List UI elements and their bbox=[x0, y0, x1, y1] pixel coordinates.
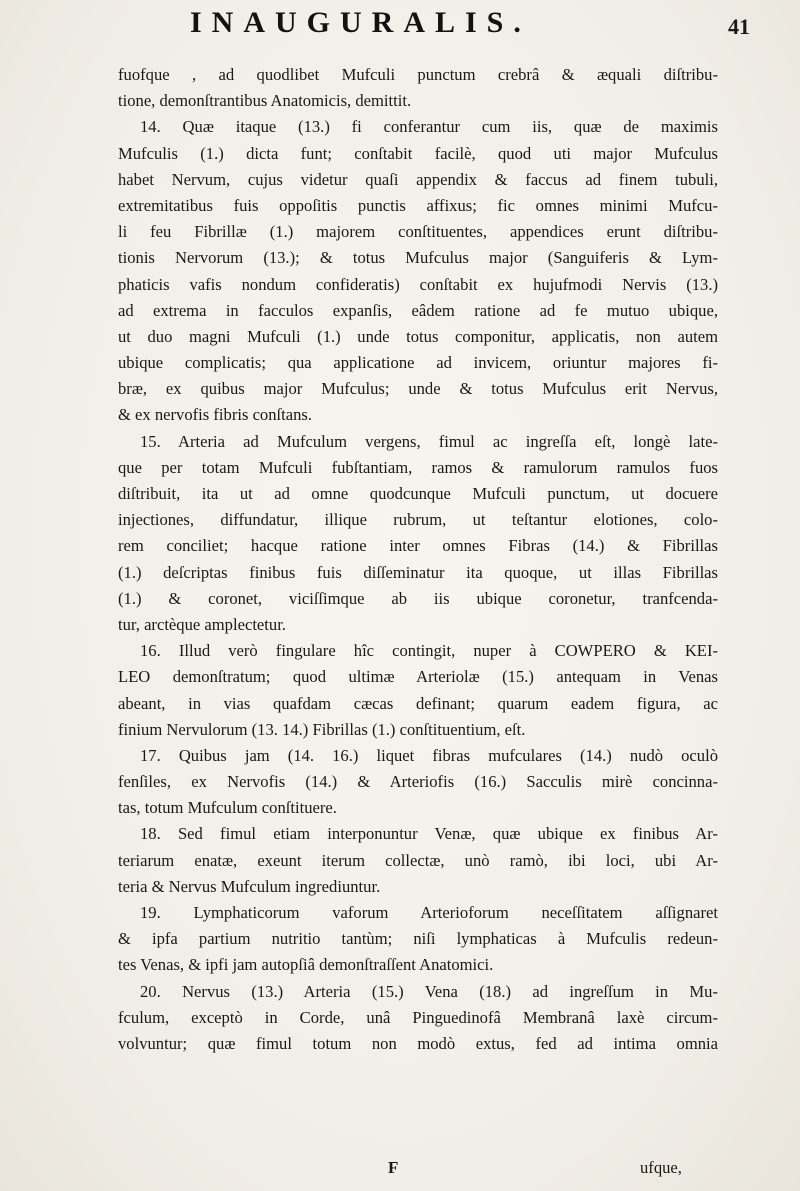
signature-mark: F bbox=[388, 1158, 399, 1177]
text-line: tas, totum Mufculum conſtituere. bbox=[118, 798, 337, 818]
text-line: & ipfa partium nutritio tantùm; niſi lymphaticas à Mufculis redeun- bbox=[118, 929, 718, 949]
text-line: tionis Nervorum (13.); & totus Mufculus major (Sanguiferis & Lym- bbox=[118, 248, 718, 268]
text-line: & ex nervofis fibris conſtans. bbox=[118, 405, 313, 425]
text-line: teria & Nervus Mufculum ingrediuntur. bbox=[118, 876, 381, 896]
text-line: 14. Quæ itaque (13.) fi conferantur cum iis, quæ de maximis bbox=[140, 117, 718, 137]
text-line: extremitatibus fuis oppoſitis punctis affixus; fic omnes minimi Mufcu- bbox=[118, 195, 718, 215]
text-line: (1.) & coronet, viciſſimque ab iis ubique coronetur, tranfcenda- bbox=[118, 588, 718, 608]
text-line: 20. Nervus (13.) Arteria (15.) Vena (18.) ad ingreſſum in Mu- bbox=[140, 981, 718, 1001]
text-line: 16. Illud verò fingulare hîc contingit, nuper à COWPERO & KEI- bbox=[140, 641, 718, 661]
body-text bbox=[118, 62, 718, 1057]
text-line: diſtribuit, ita ut ad omne quodcunque Mufculi punctum, ut docuere bbox=[118, 484, 718, 503]
text-line: 18. Sed fimul etiam interponuntur Venæ, quæ ubique ex finibus Ar- bbox=[140, 824, 718, 844]
text-line: 17. Quibus jam (14. 16.) liquet fibras mufculares (14.) nudò oculò bbox=[140, 745, 718, 765]
text-line: habet Nervum, cujus videtur quaſi appendix & faccus ad finem tubuli, bbox=[118, 169, 718, 189]
text-line: que per totam Mufculi fubſtantiam, ramos & ramulorum ramulos fuos bbox=[118, 457, 718, 477]
text-line: ad extrema in facculos expanſis, eâdem ratione ad fe mutuo ubique, bbox=[118, 300, 718, 320]
text-line: tes Venas, & ipfi jam autopſiâ demonſtraſſent Anatomici. bbox=[118, 955, 494, 975]
text-line: finium Nervulorum (13. 14.) Fibrillas (1.) conſtituentium, eſt. bbox=[118, 719, 526, 739]
text-line: phaticis vafis nondum confideratis) conſtabit ex hujufmodi Nervis (13.) bbox=[118, 274, 718, 294]
catchword: ufque, bbox=[640, 1158, 682, 1177]
text-line: LEO demonſtratum; quod ultimæ Arteriolæ (15.) antequam in Venas bbox=[118, 667, 718, 687]
text-line: teriarum enatæ, exeunt iterum collectæ, unò ramò, ibi loci, ubi Ar- bbox=[118, 850, 718, 870]
text-line: (1.) deſcriptas finibus fuis diſſeminatur ita quoque, ut illas Fibrillas bbox=[118, 562, 718, 582]
page-number: 41 bbox=[728, 14, 750, 39]
text-line: fuofque , ad quodlibet Mufculi punctum crebrâ & æquali diſtribu- bbox=[118, 65, 718, 84]
running-title: INAUGURALIS. bbox=[190, 6, 531, 39]
text-line: tur, arctèque amplectetur. bbox=[118, 614, 286, 634]
text-line: bræ, ex quibus major Mufculus; unde & totus Mufculus erit Nervus, bbox=[118, 379, 718, 399]
text-line: Mufculis (1.) dicta funt; conſtabit facilè, quod uti major Mufculus bbox=[118, 143, 718, 163]
text-line: 19. Lymphaticorum vaforum Arterioforum neceſſitatem aſſignaret bbox=[140, 903, 718, 922]
text-line: injectiones, diffundatur, illique rubrum, ut teſtantur elotiones, colo- bbox=[118, 510, 718, 530]
text-line: rem conciliet; hacque ratione inter omnes Fibras (14.) & Fibrillas bbox=[118, 536, 718, 556]
text-line: tione, demonſtrantibus Anatomicis, demittit. bbox=[118, 91, 412, 111]
text-line: ut duo magni Mufculi (1.) unde totus componitur, applicatis, non autem bbox=[118, 326, 718, 346]
text-line: volvuntur; quæ fimul totum non modò extus, fed ad intima omnia bbox=[118, 1033, 718, 1053]
text-line: abeant, in vias quafdam cæcas definant; quarum eadem figura, ac bbox=[118, 693, 718, 713]
text-line: fculum, exceptò in Corde, unâ Pinguedinofâ Membranâ laxè circum- bbox=[118, 1007, 718, 1027]
text-line: 15. Arteria ad Mufculum vergens, fimul ac ingreſſa eſt, longè late- bbox=[140, 431, 718, 451]
text-line: li feu Fibrillæ (1.) majorem conſtituentes, appendices erunt diſtribu- bbox=[118, 222, 718, 242]
text-line: ubique complicatis; qua applicatione ad invicem, oriuntur majores fi- bbox=[118, 353, 718, 373]
text-line: fenſiles, ex Nervofis (14.) & Arteriofis (16.) Sacculis mirè concinna- bbox=[118, 772, 718, 792]
